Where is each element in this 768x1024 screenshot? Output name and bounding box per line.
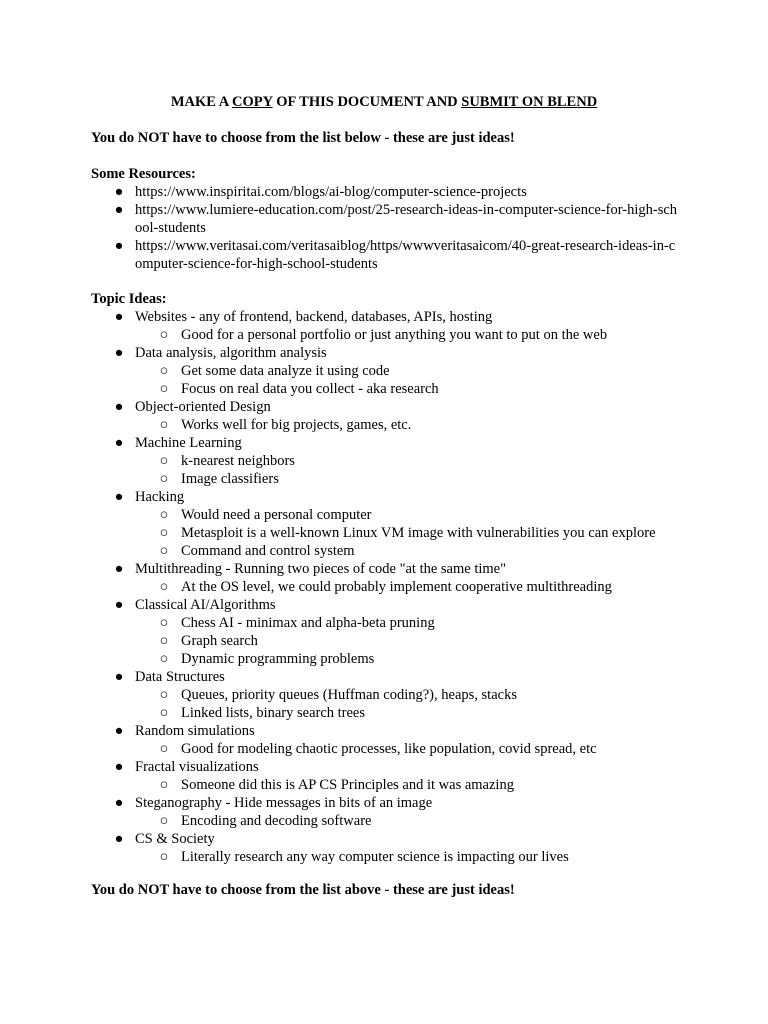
subitem-text: Get some data analyze it using code — [181, 363, 390, 379]
subitem-text: Metasploit is a well-known Linux VM image with vulnerabilities you can explore — [181, 525, 656, 541]
resource-link[interactable] — [0, 237, 680, 273]
topic-item — [0, 398, 768, 416]
bullet-icon: ● — [114, 489, 124, 505]
topic-label: Websites - any of frontend, backend, databases, APIs, hosting — [135, 309, 493, 325]
circle-bullet-icon: ○ — [159, 615, 169, 631]
topic-subitem — [0, 452, 768, 470]
subitem-text: Chess AI - minimax and alpha-beta pruning — [181, 615, 435, 631]
intro-note: You do NOT have to choose from the list below - these are just ideas! — [91, 130, 515, 146]
resource-link-text[interactable]: https://www.lumiere-education.com/post/25-research-ideas-in-computer-science-for-high-school-students — [135, 202, 678, 236]
circle-bullet-icon: ○ — [159, 507, 169, 523]
circle-bullet-icon: ○ — [159, 363, 169, 379]
topic-item — [0, 668, 768, 686]
topic-item — [0, 560, 768, 578]
outro-note: You do NOT have to choose from the list above - these are just ideas! — [91, 882, 515, 898]
title-text-part2: OF THIS DOCUMENT AND — [272, 94, 462, 110]
title-text-part1: MAKE A — [170, 94, 233, 110]
bullet-icon: ● — [114, 435, 124, 451]
subitem-text: Image classifiers — [181, 471, 279, 487]
page-title — [0, 93, 768, 111]
circle-bullet-icon: ○ — [159, 543, 169, 559]
circle-bullet-icon: ○ — [159, 633, 169, 649]
topic-label: Data analysis, algorithm analysis — [135, 345, 327, 361]
subitem-text: Focus on real data you collect - aka research — [181, 381, 439, 397]
topic-subitem — [0, 326, 768, 344]
topic-subitem — [0, 848, 768, 866]
topic-item — [0, 830, 768, 848]
circle-bullet-icon: ○ — [159, 417, 169, 433]
resources-list — [0, 183, 768, 273]
bullet-icon: ● — [114, 561, 124, 577]
subitem-text: Graph search — [181, 633, 258, 649]
circle-bullet-icon: ○ — [159, 453, 169, 469]
circle-bullet-icon: ○ — [159, 741, 169, 757]
bullet-icon: ● — [114, 795, 124, 811]
topic-label: Classical AI/Algorithms — [135, 597, 276, 613]
bullet-icon: ● — [114, 759, 124, 775]
bullet-icon: ● — [114, 399, 124, 415]
bullet-icon: ● — [114, 309, 124, 325]
subitem-text: Would need a personal computer — [181, 507, 372, 523]
bullet-icon: ● — [114, 597, 124, 613]
bullet-icon: ● — [114, 345, 124, 361]
resource-link-text[interactable]: https://www.inspiritai.com/blogs/ai-blog/computer-science-projects — [135, 184, 527, 200]
topic-label: Random simulations — [135, 723, 255, 739]
topic-subitem — [0, 542, 768, 560]
topic-subitem — [0, 380, 768, 398]
title-copy-underlined: COPY — [232, 94, 273, 110]
subitem-text: k-nearest neighbors — [181, 453, 295, 469]
circle-bullet-icon: ○ — [159, 651, 169, 667]
subitem-text: Good for a personal portfolio or just anything you want to put on the web — [181, 327, 608, 343]
topic-label: Steganography - Hide messages in bits of an image — [135, 795, 433, 811]
topic-subitem — [0, 812, 768, 830]
subitem-text: Command and control system — [181, 543, 355, 559]
topic-label: CS & Society — [135, 831, 215, 847]
topic-subitem — [0, 470, 768, 488]
circle-bullet-icon: ○ — [159, 579, 169, 595]
topic-label: Multithreading - Running two pieces of code "at the same time" — [135, 561, 507, 577]
resource-link[interactable] — [0, 183, 680, 201]
topic-subitem — [0, 776, 768, 794]
bullet-icon: ● — [114, 202, 124, 218]
subitem-text: Queues, priority queues (Huffman coding?), heaps, stacks — [181, 687, 517, 703]
circle-bullet-icon: ○ — [159, 327, 169, 343]
topic-label: Fractal visualizations — [135, 759, 259, 775]
topic-subitem — [0, 704, 768, 722]
bullet-icon: ● — [114, 723, 124, 739]
subitem-text: Encoding and decoding software — [181, 813, 372, 829]
resource-link[interactable] — [0, 201, 680, 237]
title-submit-underlined: SUBMIT ON BLEND — [461, 94, 598, 110]
topic-subitem — [0, 614, 768, 632]
topic-item — [0, 308, 768, 326]
subitem-text: Dynamic programming problems — [181, 651, 375, 667]
bullet-icon: ● — [114, 184, 124, 200]
topic-subitem — [0, 362, 768, 380]
circle-bullet-icon: ○ — [159, 525, 169, 541]
topic-subitem — [0, 686, 768, 704]
circle-bullet-icon: ○ — [159, 813, 169, 829]
topic-item — [0, 794, 768, 812]
circle-bullet-icon: ○ — [159, 705, 169, 721]
topic-subitem — [0, 650, 768, 668]
resources-heading: Some Resources: — [91, 166, 196, 182]
subitem-text: At the OS level, we could probably implement cooperative multithreading — [181, 579, 612, 595]
topic-label: Machine Learning — [135, 435, 242, 451]
topic-item — [0, 596, 768, 614]
topic-label: Data Structures — [135, 669, 225, 685]
topic-subitem — [0, 506, 768, 524]
topics-heading: Topic Ideas: — [91, 291, 167, 307]
topics-list — [0, 308, 768, 866]
bullet-icon: ● — [114, 238, 124, 254]
circle-bullet-icon: ○ — [159, 381, 169, 397]
circle-bullet-icon: ○ — [159, 687, 169, 703]
subitem-text: Good for modeling chaotic processes, like population, covid spread, etc — [181, 741, 597, 757]
topic-subitem — [0, 632, 768, 650]
topic-label: Object-oriented Design — [135, 399, 271, 415]
subitem-text: Works well for big projects, games, etc. — [181, 417, 412, 433]
topic-label: Hacking — [135, 489, 185, 505]
bullet-icon: ● — [114, 669, 124, 685]
circle-bullet-icon: ○ — [159, 471, 169, 487]
topic-item — [0, 758, 768, 776]
bullet-icon: ● — [114, 831, 124, 847]
topic-subitem — [0, 524, 768, 542]
circle-bullet-icon: ○ — [159, 777, 169, 793]
subitem-text: Someone did this is AP CS Principles and it was amazing — [181, 777, 514, 793]
topic-item — [0, 344, 768, 362]
topic-subitem — [0, 578, 768, 596]
resource-link-text[interactable]: https://www.veritasai.com/veritasaiblog/https/wwwveritasaicom/40-great-research-ideas-in-computer-science-for-high-school-students — [135, 238, 676, 272]
topic-subitem — [0, 740, 768, 758]
topic-subitem — [0, 416, 768, 434]
subitem-text: Literally research any way computer science is impacting our lives — [181, 849, 569, 865]
subitem-text: Linked lists, binary search trees — [181, 705, 366, 721]
topic-item — [0, 434, 768, 452]
topic-item — [0, 488, 768, 506]
circle-bullet-icon: ○ — [159, 849, 169, 865]
topic-item — [0, 722, 768, 740]
